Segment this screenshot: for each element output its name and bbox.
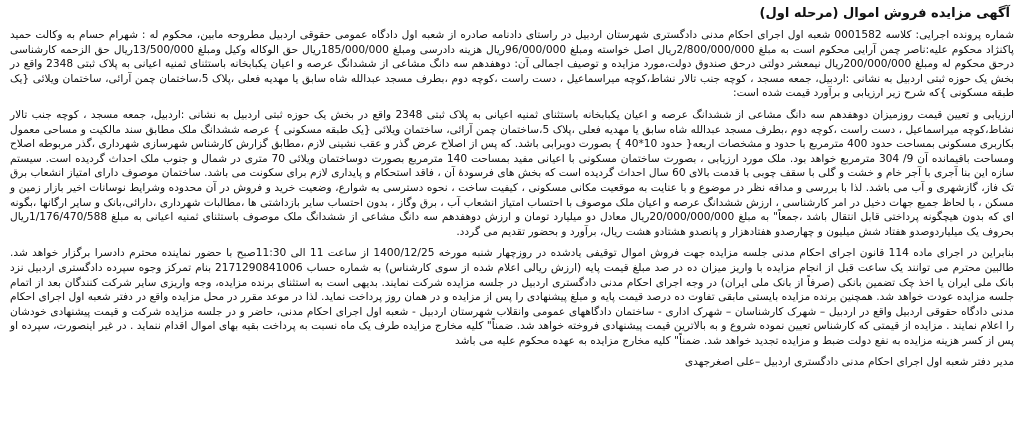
- auction-terms-paragraph: بنابراین در اجرای ماده 114 قانون اجرای احکام مدنی جلسه مزایده جهت فروش اموال توقیفی یادشده در روزچهار شنبه مورخه 1400/12/25 از ساعت 11 الی 11:30صبح با حضور نماینده محترم دادسرا برگزار خواهد شد. طالبین محترم می توانند یک ساعت قبل از انجام مزایده با واریز میزان ده در صد مبلغ قیمت پایه (ارزش ریالی اعلام شده از سوی کارشناس) به شماره حساب 2171290841006 بنام تمرکز وجوه سپرده دادگستری اردبیل نزد بانک ملی ایران یا اخذ چک تضمین بانکی (صرفاً از بانک ملی ایران) در وجه اجرای احکام مدنی دادگستری اردبیل در جلسه مزایده شرکت نمایند. بدیهی است به استثنای برنده مزایده، وجه واریزی سایر شرکت کنندگان بعد از اتمام جلسه مزایده عودت خواهد شد. همچنین برنده مزایده بایستی مابقی تفاوت ده درصد قیمت پایه و مبلغ پیشنهادی را پس از مزایده و در همان روز پرداخت نماید. لذا در موعد مقرر در محل مزایده واقع در دفتر شعبه اول اجرای احکام مدنی دادگاه حقوقی اردبیل واقع در اردبیل – شهرک کارشناسان – شهرک اداری - ساختمان دادگاههای عمومی وانقلاب شهرستان اردبیل - شعبه اول اجرای احکام مدنی، حاضر و در جلسه مزایده شرکت و قیمت پیشنهادی خودشان را اعلام نمایند . مزایده از قیمتی که کارشناس تعیین نموده شروع و به بالاترین قیمت پیشنهادی فروخته خواهد شد. ضمناً" کلیه مخارج مزایده طرف یک ماه نسبت به پرداخت بقیه بهای اموال اقدام ننماید . در غیر اینصورت، سپرده او پس از کسر هزینه مزایده به نفع دولت ضبط و مزایده تجدید خواهد شد. ضمناً" کلیه مخارج مزایده به عهده محکوم علیه می باشد: [10, 247, 1014, 347]
- signature-line: مدیر دفتر شعبه اول اجرای احکام مدنی دادگستری اردبیل –علی اصغرجهدی: [684, 356, 1014, 369]
- case-paragraph: شماره پرونده اجرایی: کلاسه 0001582 شعبه اول اجرای احکام مدنی دادگستری شهرستان اردبیل در راستای دادنامه صادره از شعبه اول دادگاه عمومی حقوقی اردبیل مطروحه مابین، محکوم له : شهرام حسام به وکالت حمید پاکنژاد محکوم علیه:ناصر چمن آرایی محکوم است به مبلغ 2/800/000/000ریال اصل خواسته ومبلغ 96/000/000ریال هزینه دادرسی ومبلغ 185/000/000ریال حق الوکاله وکیل ومبلغ 13/500/000ریال حق الزحمه کارشناسی درحق محکوم له ومبلغ 200/000/000ریال نیمعشر دولتی درحق صندوق دولت،مورد مزایده و توصیف اجمالی آن: دوهفدهم سه دانگ مشاعی از ششدانگ عرصه و اعیان یکبابخانه باستثنای ثمنیه اعیانی به پلاک ثبتی 2348 واقع در بخش یک حوزه ثبتی اردبیل به نشانی :اردبیل، جمعه مسجد ، کوچه جنب تالار نشاط،کوچه میراسماعیل ، دست راست ،کوچه دوم ،بطرف مسجد عبدالله شاه سابق یا مهدیه فعلی ،پلاک 5،ساختمان چمن آرائی، ساختمان ویلائی {یک طبقه مسکونی }که شرح زیر ارزیابی و برآورد قیمت شده است:: [10, 29, 1015, 100]
- valuation-paragraph: ارزیابی و تعیین قیمت روزمیزان دوهفدهم سه دانگ مشاعی از ششدانگ عرصه و اعیان یکبابخانه باستثنای ثمنیه اعیانی به پلاک ثبتی 2348 واقع در بخش یک حوزه ثبتی اردبیل به نشانی :اردبیل، جمعه مسجد ، کوچه جنب تالار نشاط،کوچه میراسماعیل ، دست راست ،کوچه دوم ،بطرف مسجد عبدالله شاه سابق یا مهدیه فعلی ،پلاک 5،ساختمان چمن آرائی، ساختمان ویلائی {یک طبقه مسکونی } عرصه ششدانگ ملک مطابق سند مالکیت و مساحی معمول بکاربری مسکونی بمساحت حدود 400 مترمربع با حدود و مشخصات اربعه{ حدود 10*40 } بصورت دوبرابی باشد. که پس از اصلاح عرض گذر و عقب نشینی لازم ،مطابق گزارش کارشناس شهرسازی شهرداری ،گذر مربوطه اصلاح ومساحت باقیمانده آن 9/ 304 مترمربع خواهد بود. ملک مورد ارزیابی ، بصورت ساختمان مسکونی با اعیانی مفید بمساحت 140 مترمربع بصورت دوساختمان ویلائی 70 متری در شمال و جنوب ملک احداث گردیده است. سیستم سازه این بنا آجری با آجر خام و خشت و گلی با سقف چوبی با قدمت بالای 60 سال احداث گردیده است که بخش های فرسودۀ آن ، فاقد استحکام و پایداری لازم برای سکونت می باشد. ساختمان موصوف دارای امتیاز انشعاب برق تک فاز، گازشهری و آب می باشد. لذا با بررسی و مداقه نظر در موضوع و با عنایت به موقعیت مکانی مسکونی ، کیفیت ساخت ، نحوه دسترسی به شوارع، وضعیت خرید و فروش در آن محدوده وشرایط نوسانات اخیر بازار زمین و مسکن ، با لحاظ جمیع جهات دخیل در امر کارشناسی ، ارزش ششدانگ عرصه و اعیان ملک موصوف با احتساب امتیاز انشعاب آب ، برق وگاز ، بدون احتساب سایر بازداشتی ها ،مطالبات شهرداری ،دارائی،بانک و سایر ارگانها ،بگونه ای که بدون هیچگونه پرداختی قابل انتقال باشد ،جمعاً" به مبلغ 20/000/000/000ریال معادل دو میلیارد تومان و ارزش دوهفدهم سه دانگ مشاعی از ششدانگ ملک موصوف باستثنای ثمنیه اعیانی به مبلغ 1/176/470/588ریال بحروف یک میلیاردوصدو هفتاد شش میلیون و چهارصدو هفتادهزار و پانصدو هشتادو هشت ریال، برآورد و بحضور تقدیم می گردد.: [10, 108, 1014, 238]
- notice-title: آگهی مزایده فروش اموال (مرحله اول): [759, 6, 1010, 21]
